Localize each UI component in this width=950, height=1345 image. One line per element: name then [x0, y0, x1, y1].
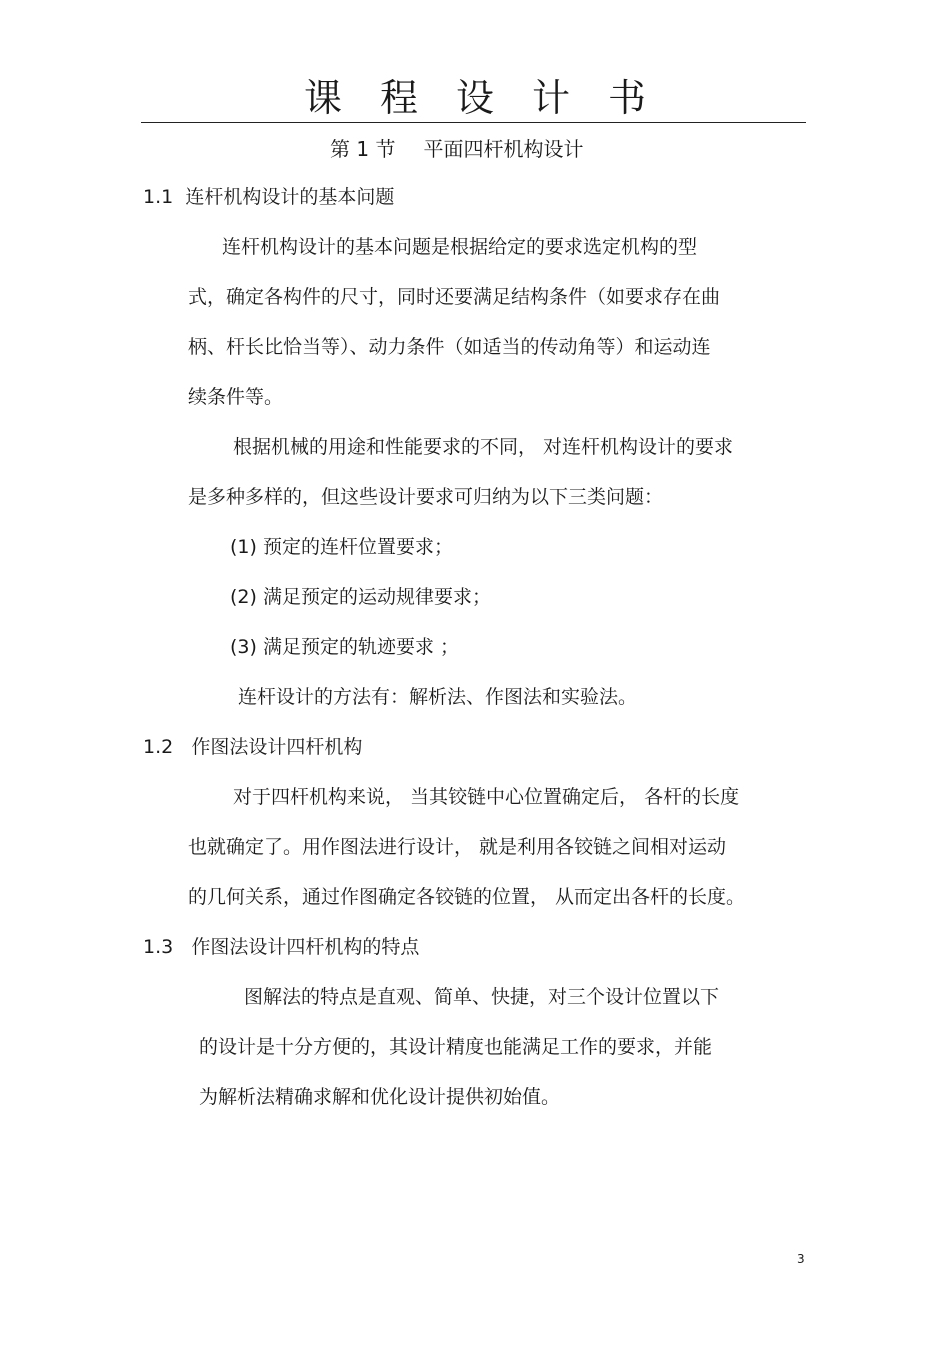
paragraph-line: 是多种多样的，但这些设计要求可归纳为以下三类问题： — [188, 486, 664, 508]
page-number: 3 — [797, 1252, 805, 1266]
paragraph-line: 的设计是十分方便的，其设计精度也能满足工作的要求，并能 — [199, 1036, 713, 1058]
paragraph-line: 连杆设计的方法有：解析法、作图法和实验法。 — [238, 686, 638, 708]
section-label: 第 1 节 — [330, 137, 396, 161]
heading-1-2 — [143, 734, 362, 760]
list-item: (2) 满足预定的运动规律要求； — [230, 586, 491, 608]
paragraph-line: 为解析法精确求解和优化设计提供初始值。 — [199, 1086, 561, 1108]
paragraph-line: 根据机械的用途和性能要求的不同， 对连杆机构设计的要求 — [233, 436, 734, 458]
paragraph-line: 对于四杆机构来说， 当其铰链中心位置确定后， 各杆的长度 — [233, 786, 740, 808]
heading-text: 作图法设计四杆机构的特点 — [191, 936, 420, 958]
list-item: (3) 满足预定的轨迹要求 ； — [230, 636, 459, 658]
paragraph-line: 续条件等。 — [188, 386, 284, 408]
heading-number: 1.1 — [143, 186, 174, 208]
paragraph-line: 的几何关系，通过作图确定各铰链的位置， 从而定出各杆的长度。 — [188, 886, 746, 908]
paragraph-line: 也就确定了。用作图法进行设计， 就是利用各铰链之间相对运动 — [188, 836, 727, 858]
paragraph-line: 图解法的特点是直观、简单、快捷，对三个设计位置以下 — [244, 986, 720, 1008]
heading-text: 连杆机构设计的基本问题 — [185, 186, 395, 208]
section-title — [330, 136, 583, 162]
paragraph-line: 连杆机构设计的基本问题是根据给定的要求选定机构的型 — [222, 236, 698, 258]
heading-1-3 — [143, 934, 419, 960]
paragraph-line: 式，确定各构件的尺寸，同时还要满足结构条件（如要求存在曲 — [188, 286, 721, 308]
heading-text: 作图法设计四杆机构 — [191, 736, 363, 758]
page-title: 课程设计书 — [303, 76, 684, 120]
title-underline — [141, 122, 806, 123]
heading-number: 1.2 — [143, 736, 174, 758]
heading-1-1 — [143, 184, 394, 210]
section-name: 平面四杆机构设计 — [423, 137, 584, 161]
heading-number: 1.3 — [143, 936, 174, 958]
paragraph-line: 柄、杆长比恰当等）、动力条件（如适当的传动角等）和运动连 — [188, 336, 711, 358]
list-item: (1) 预定的连杆位置要求； — [230, 536, 453, 558]
